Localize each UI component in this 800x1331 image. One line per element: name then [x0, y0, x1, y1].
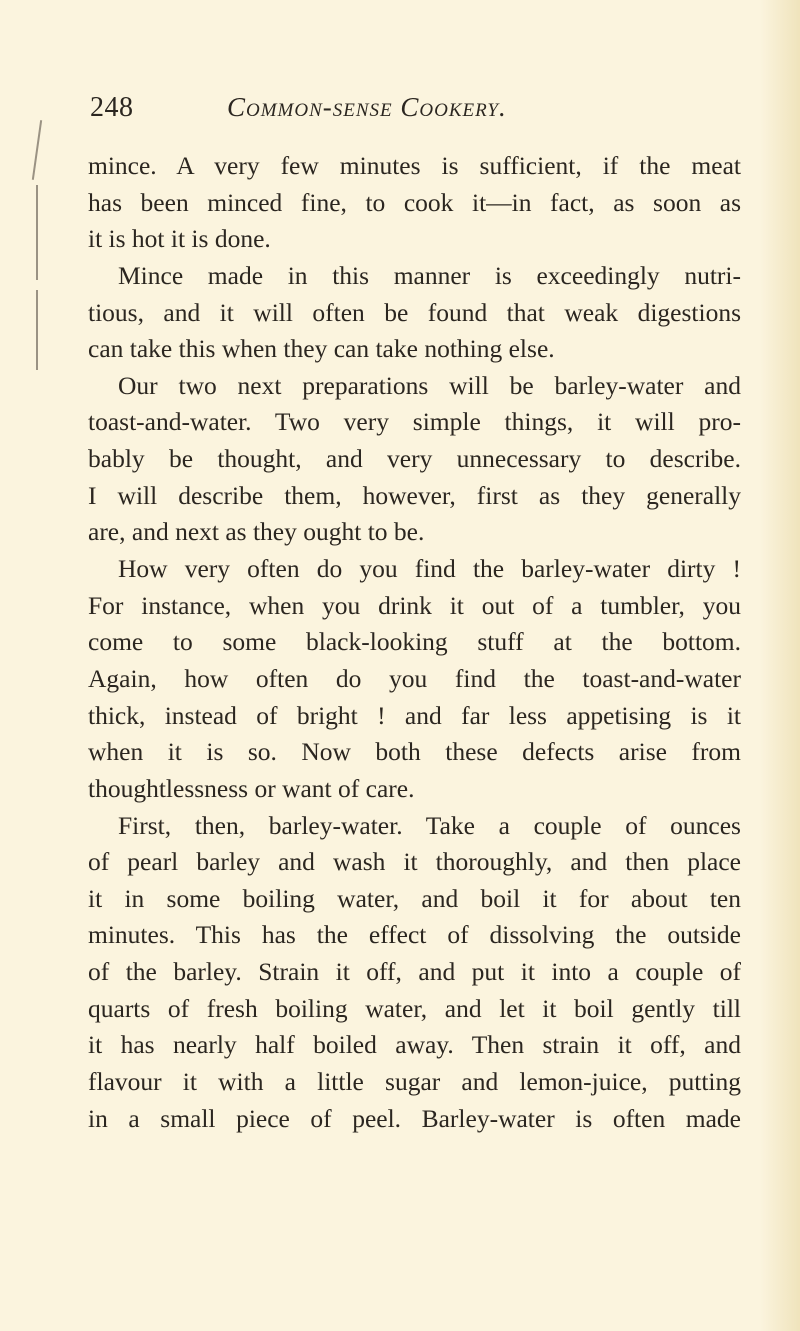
page-edge-shading	[760, 0, 800, 1331]
page-header	[90, 92, 750, 132]
body-text	[88, 148, 741, 1137]
text-line: Our two next preparations will be barley-water and	[118, 370, 741, 400]
text-line: tious, and it will often be found that weak digestions	[88, 297, 741, 327]
text-line: thick, instead of bright ! and far less appetising is it	[88, 700, 741, 730]
text-line: it is hot it is done.	[88, 224, 271, 254]
text-line: are, and next as they ought to be.	[88, 517, 425, 547]
text-line: in a small piece of peel. Barley-water is often made	[88, 1103, 741, 1133]
text-line: How very often do you find the barley-water dirty !	[118, 554, 741, 584]
text-line: I will describe them, however, first as they generally	[88, 480, 741, 510]
running-title: Common-sense Cookery.	[227, 92, 507, 122]
text-line: For instance, when you drink it out of a tumbler, you	[88, 590, 741, 620]
margin-mark-lower	[36, 290, 38, 370]
text-line: it has nearly half boiled away. Then strain it off, and	[88, 1030, 741, 1060]
text-line: toast-and-water. Two very simple things, it will pro-	[88, 407, 741, 437]
page-number: 248	[90, 92, 134, 123]
text-line: come to some black-looking stuff at the bottom.	[88, 627, 741, 657]
text-line: has been minced fine, to cook it—in fact, as soon as	[88, 187, 741, 217]
text-line: Mince made in this manner is exceedingly nutri-	[118, 260, 741, 290]
text-line: can take this when they can take nothing else.	[88, 334, 555, 364]
text-line: it in some boiling water, and boil it for about ten	[88, 883, 741, 913]
text-line: of the barley. Strain it off, and put it into a couple of	[88, 957, 741, 987]
text-line: First, then, barley-water. Take a couple of ounces	[118, 810, 741, 840]
text-line: of pearl barley and wash it thoroughly, and then place	[88, 847, 741, 877]
text-line: when it is so. Now both these defects arise from	[88, 737, 741, 767]
text-line: thoughtlessness or want of care.	[88, 773, 415, 803]
text-line: quarts of fresh boiling water, and let it boil gently till	[88, 993, 741, 1023]
margin-mark-top	[32, 120, 42, 180]
margin-mark-middle	[36, 185, 38, 280]
text-line: mince. A very few minutes is sufficient, if the meat	[88, 151, 741, 180]
text-line: minutes. This has the effect of dissolving the outside	[88, 920, 741, 950]
text-line: bably be thought, and very unnecessary to describe.	[88, 444, 741, 474]
text-line: Again, how often do you find the toast-and-water	[88, 663, 741, 693]
text-line: flavour it with a little sugar and lemon-juice, putting	[88, 1067, 741, 1097]
